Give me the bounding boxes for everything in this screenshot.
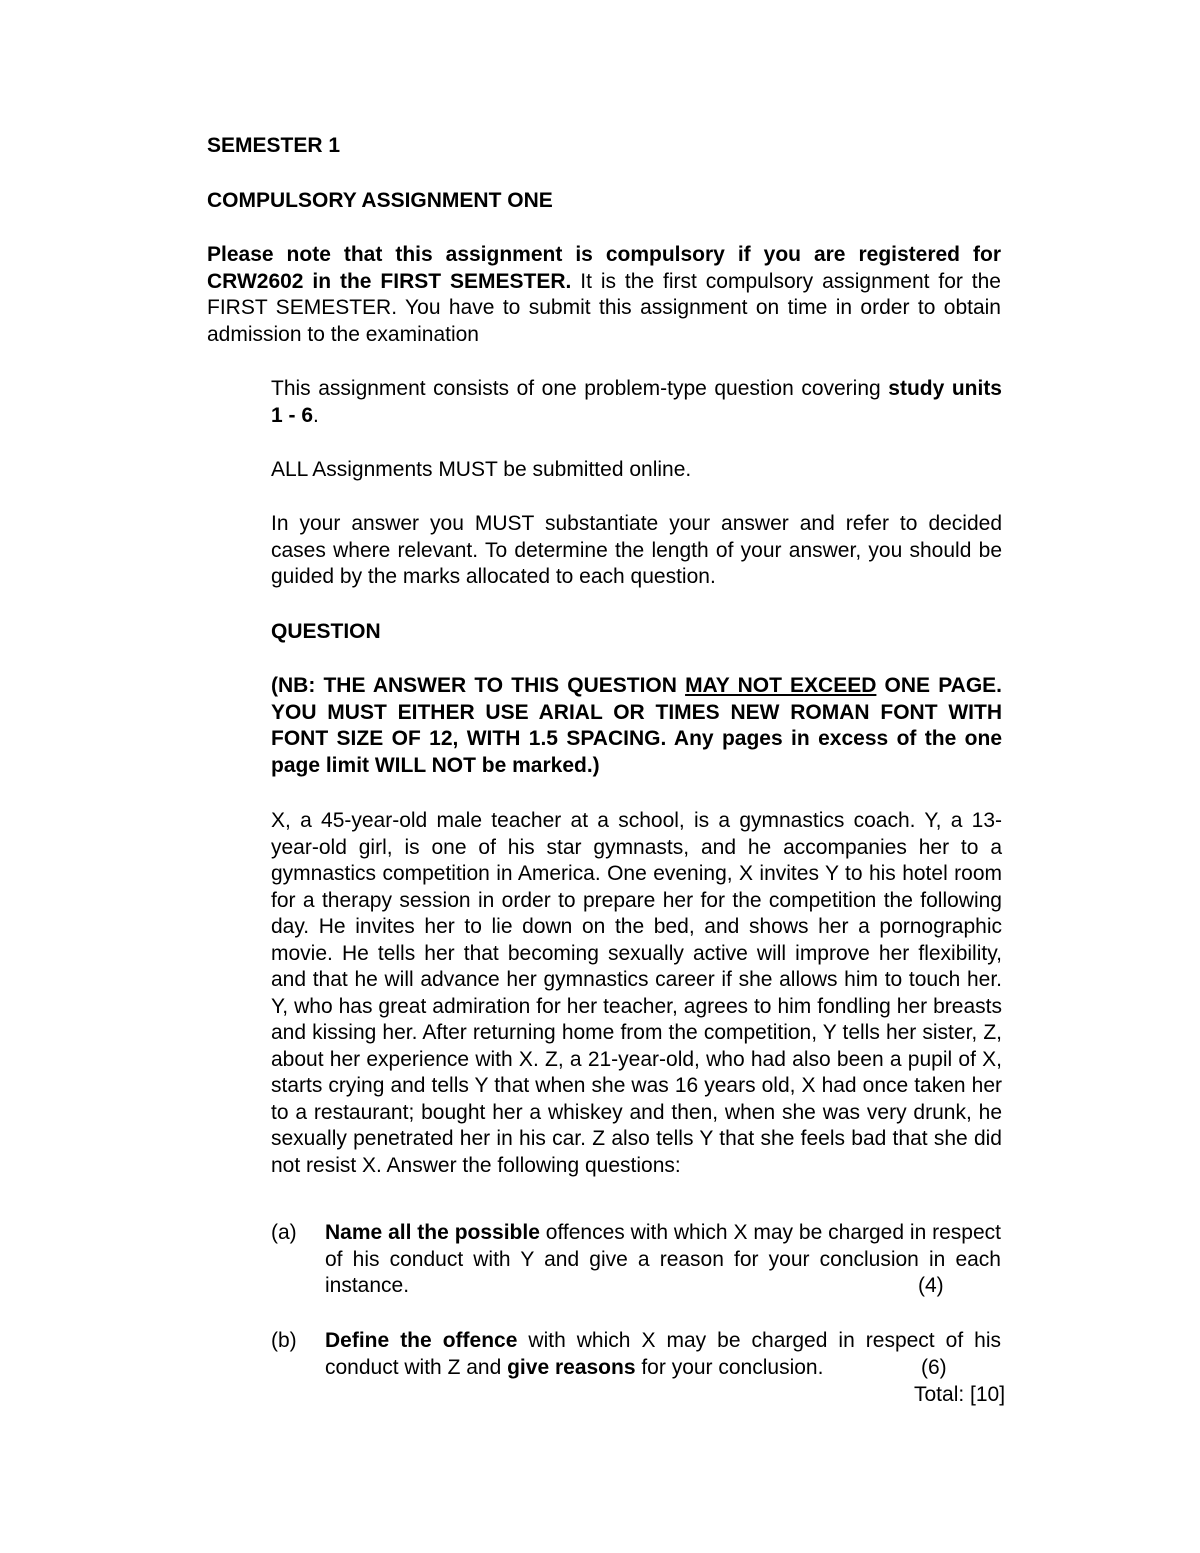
part-b-body-1: with which X may be charged in respect of his conduct with Z and [325,1329,1002,1379]
question-heading: QUESTION [271,620,381,643]
part-b-label: (b) [271,1329,297,1352]
part-a-label: (a) [271,1221,297,1244]
nb-suffix: ONE PAGE. YOU MUST EITHER USE ARIAL OR TIMES NEW ROMAN FONT WITH FONT SIZE OF 12, WITH 1.5 SPACING. Any pages in excess of the one page limit WILL NOT be marked.) [271,674,1002,777]
part-b-marks: (6) [921,1356,947,1379]
assignment-scope [271,376,1002,429]
scope-suffix: . [313,403,319,427]
nb-instruction [271,673,1002,779]
answer-instruction: In your answer you MUST substantiate your answer and refer to decided cases where relevant. To determine the length of your answer, you should be guided by the marks allocated to each question. [271,512,1002,588]
question-scenario: X, a 45-year-old male teacher at a school, is a gymnastics coach. Y, a 13-year-old girl, is one of his star gymnasts, and he accompanies her to a gymnastics competition in America. One evening, X invites Y to his hotel room for a therapy session in order to prepare her for the competition the following day. He invites her to lie down on the bed, and shows her a pornographic movie. He tells her that becoming sexually active will improve her flexibility, and that he will advance her gymnastics career if she allows him to touch her. Y, who has great admiration for her teacher, agrees to him fondling her breasts and kissing her. After returning home from the competition, Y tells her sister, Z, about her experience with X. Z, a 21-year-old, who had also been a pupil of X, starts crying and tells Y that when she was 16 years old, X had once taken her to a restaurant; bought her a whiskey and then, when she was very drunk, he sexually penetrated her in his car. Z also tells Y that she feels bad that she did not resist X. Answer the following questions: [271,809,1002,1177]
part-b-body-2: for your conclusion. [635,1355,824,1379]
part-a-bold: Name all the possible [325,1221,540,1244]
compulsory-notice-text: It is the first compulsory assignment for the FIRST SEMESTER. You have to submit this assignment on time in order to obtain admission to the examination [207,269,1001,346]
total-marks: Total: [10] [914,1383,1006,1406]
compulsory-notice [207,242,1001,348]
part-b-bold-2: give reasons [507,1355,636,1379]
part-a-body: offences with which X may be charged in respect of his conduct with Y and give a reason for your conclusion in each instance. [325,1221,1001,1297]
part-b-text [325,1328,1001,1381]
part-b-bold-1: Define the offence [325,1329,518,1352]
scope-study-units: study units 1 - 6 [271,377,1002,427]
part-a-text [325,1220,1001,1300]
assignment-title: COMPULSORY ASSIGNMENT ONE [207,189,553,212]
online-submission-note: ALL Assignments MUST be submitted online. [271,458,692,481]
scope-prefix: This assignment consists of one problem-type question covering [271,377,889,400]
nb-underlined: MAY NOT EXCEED [685,674,877,697]
semester-heading: SEMESTER 1 [207,134,341,157]
compulsory-notice-bold: Please note that this assignment is compulsory if you are registered for CRW2602 in the FIRST SEMESTER. [207,243,1001,293]
nb-prefix: (NB: THE ANSWER TO THIS QUESTION [271,674,686,697]
part-a-marks: (4) [918,1274,944,1297]
